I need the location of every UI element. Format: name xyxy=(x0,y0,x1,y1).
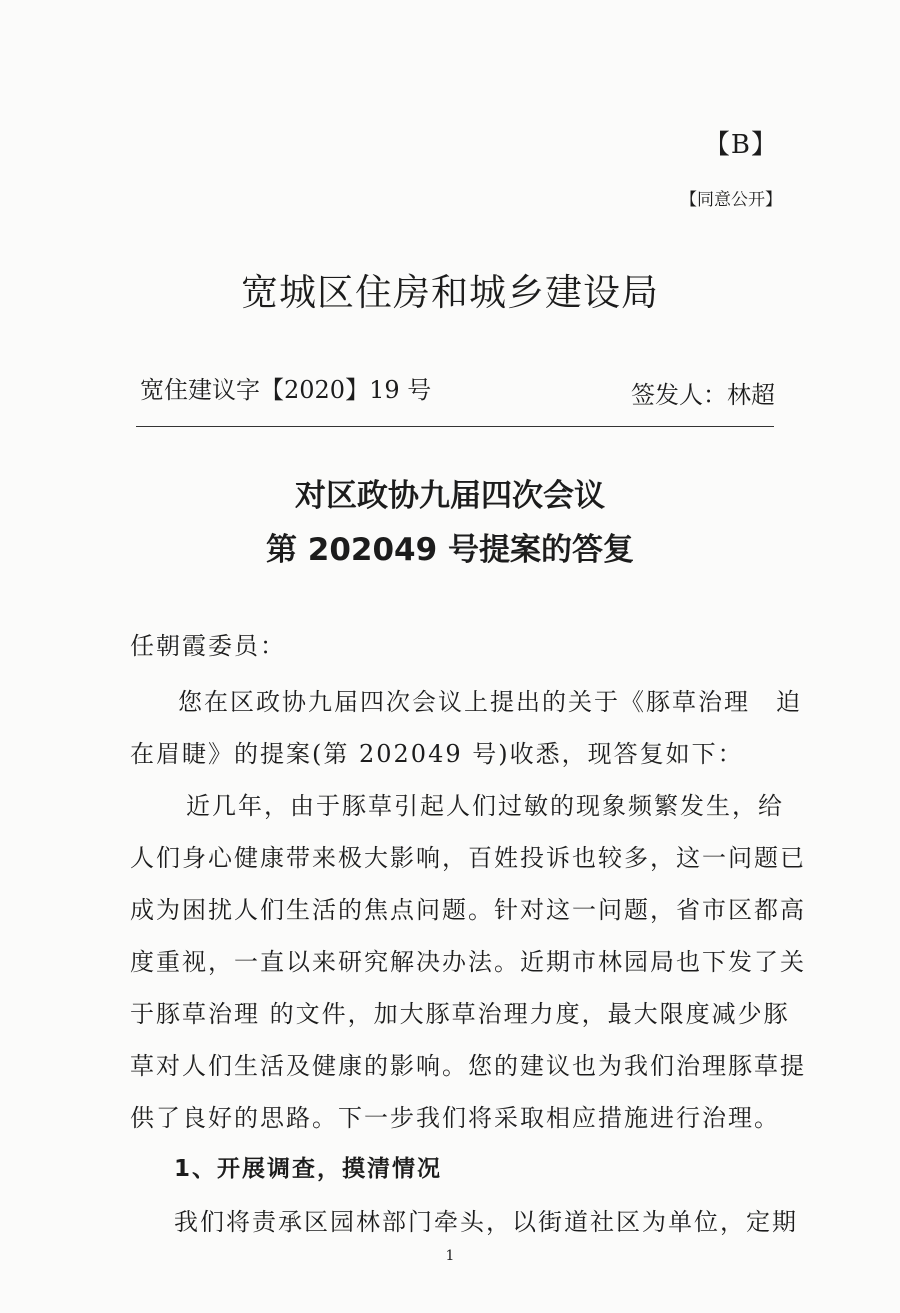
header-divider xyxy=(136,426,774,427)
body-line: 您在区政协九届四次会议上提出的关于《豚草治理 迫 xyxy=(178,688,802,716)
document-number: 宽住建议字【2020】19 号 xyxy=(140,376,432,404)
body-line: 近几年，由于豚草引起人们过敏的现象频繁发生，给 xyxy=(186,792,784,820)
body-line: 草对人们生活及健康的影响。您的建议也为我们治理豚草提 xyxy=(130,1052,806,1080)
disclosure-status: 【同意公开】 xyxy=(680,190,782,210)
body-line: 我们将责承区园林部门牵头，以街道社区为单位，定期 xyxy=(174,1208,798,1236)
body-line: 度重视，一直以来研究解决办法。近期市林园局也下发了关 xyxy=(130,948,806,976)
body-line: 于豚草治理 的文件，加大豚草治理力度，最大限度减少豚 xyxy=(130,1000,790,1028)
page-number: 1 xyxy=(445,1248,455,1264)
body-line: 成为困扰人们生活的焦点问题。针对这一问题，省市区都高 xyxy=(130,896,806,924)
body-line: 人们身心健康带来极大影响，百姓投诉也较多，这一问题已 xyxy=(130,844,806,872)
salutation: 任朝霞委员： xyxy=(130,632,286,660)
document-title-line-2: 第 202049 号提案的答复 xyxy=(265,532,634,568)
document-title-line-1: 对区政协九届四次会议 xyxy=(295,478,605,514)
signer: 签发人：林超 xyxy=(631,381,775,409)
body-line: 供了良好的思路。下一步我们将采取相应措施进行治理。 xyxy=(130,1104,780,1132)
section-heading-1: 1、开展调查，摸清情况 xyxy=(174,1156,443,1182)
issuing-organization: 宽城区住房和城乡建设局 xyxy=(241,271,659,314)
security-grade: 【B】 xyxy=(703,130,778,160)
body-line: 在眉睫》的提案(第 202049 号)收悉，现答复如下： xyxy=(130,740,744,768)
